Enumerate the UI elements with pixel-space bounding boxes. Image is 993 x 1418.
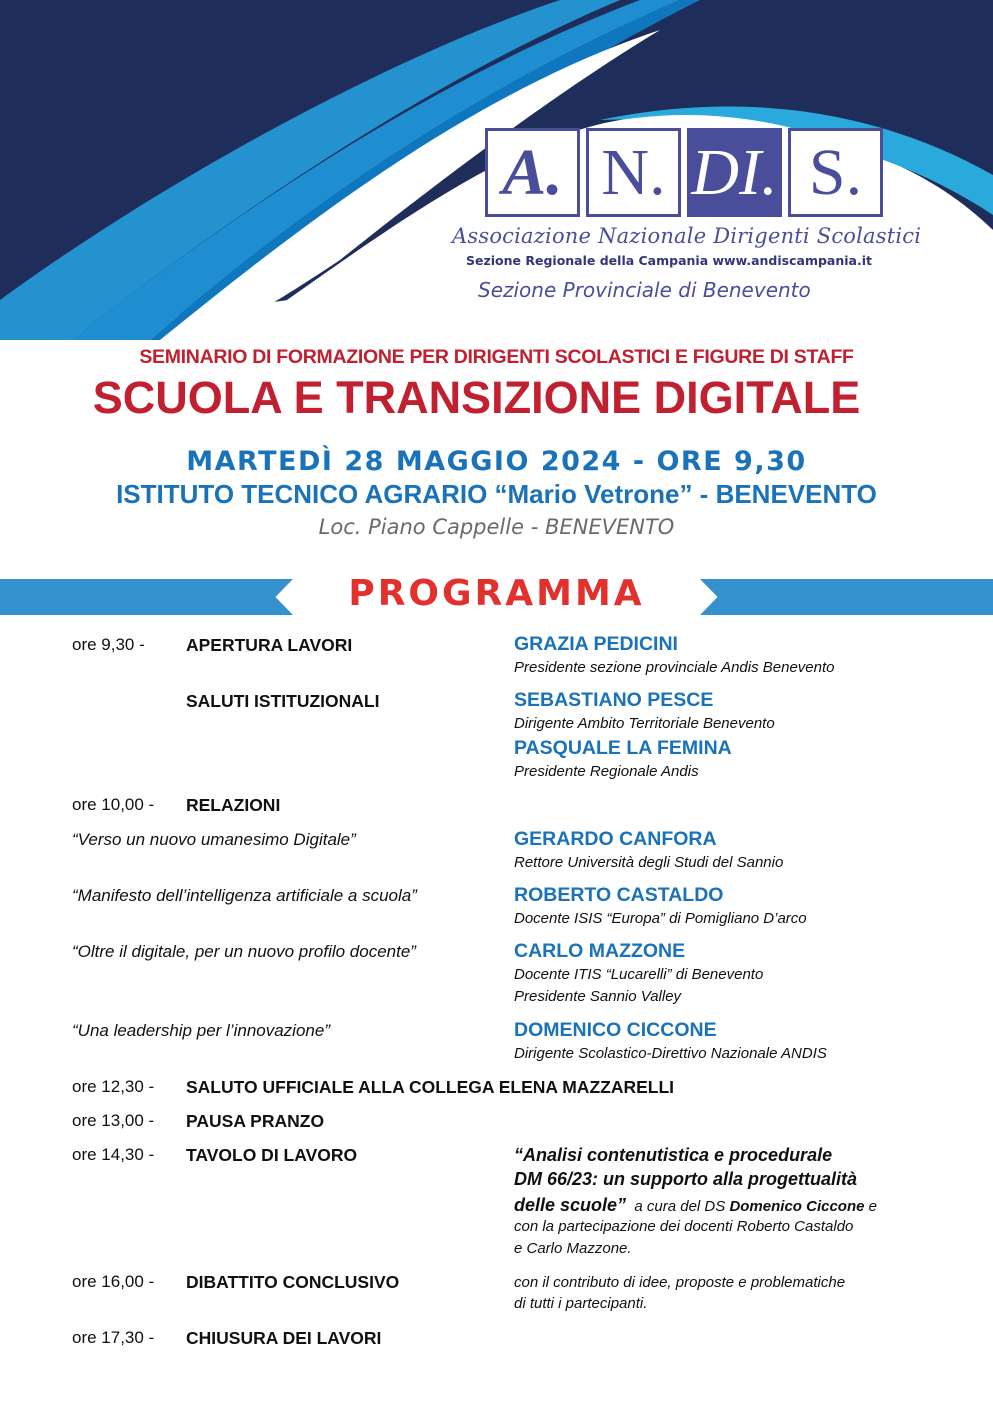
speaker-name: PASQUALE LA FEMINA bbox=[514, 737, 732, 759]
talk-title: “Oltre il digitale, per un nuovo profilo docente” bbox=[72, 942, 416, 961]
time-label: ore 12,30 - bbox=[72, 1077, 155, 1096]
speaker-name: SEBASTIANO PESCE bbox=[514, 689, 714, 711]
event-location: Loc. Piano Cappelle - BENEVENTO bbox=[318, 515, 675, 539]
speaker-role: Docente ISIS “Europa” di Pomigliano D’arco bbox=[514, 910, 807, 927]
workshop-title-line: delle scuole” bbox=[514, 1195, 627, 1215]
speaker-name: GRAZIA PEDICINI bbox=[514, 633, 678, 655]
workshop-title-line: DM 66/23: un supporto alla progettualità bbox=[514, 1169, 858, 1189]
workshop-extra-line: e Carlo Mazzone. bbox=[514, 1240, 632, 1257]
workshop-title-line: “Analisi contenutistica e procedurale bbox=[514, 1145, 833, 1165]
logo-association-name: Associazione Nazionale Dirigenti Scolastici bbox=[452, 224, 922, 248]
program-ribbon bbox=[0, 573, 993, 615]
event-venue: ISTITUTO TECNICO AGRARIO “Mario Vetrone” - BENEVENTO bbox=[116, 479, 877, 509]
logo-letter-a: A. bbox=[485, 128, 580, 217]
talk-title: “Manifesto dell’intelligenza artificiale a scuola” bbox=[72, 886, 417, 905]
logo-letter-di: DI. bbox=[687, 128, 782, 217]
speaker-role: Presidente Regionale Andis bbox=[514, 763, 699, 780]
speaker-name: DOMENICO CICCONE bbox=[514, 1019, 717, 1041]
activity-label: SALUTO UFFICIALE ALLA COLLEGA ELENA MAZZARELLI bbox=[186, 1077, 675, 1097]
speaker-role: Docente ITIS “Lucarelli” di Benevento bbox=[514, 966, 764, 983]
talk-title: “Una leadership per l’innovazione” bbox=[72, 1021, 330, 1040]
workshop-extra-line: con la partecipazione dei docenti Roberto Castaldo bbox=[514, 1218, 854, 1235]
speaker-name: ROBERTO CASTALDO bbox=[514, 884, 724, 906]
curated-suffix: e bbox=[864, 1198, 877, 1215]
time-label: ore 16,00 - bbox=[72, 1272, 155, 1291]
activity-label: APERTURA LAVORI bbox=[186, 635, 353, 655]
activity-label: DIBATTITO CONCLUSIVO bbox=[186, 1272, 400, 1292]
debate-desc-line: di tutti i partecipanti. bbox=[514, 1295, 648, 1312]
debate-desc-line: con il contributo di idee, proposte e problematiche bbox=[514, 1274, 846, 1291]
logo-letter-s: S. bbox=[788, 128, 883, 217]
talk-title: “Verso un nuovo umanesimo Digitale” bbox=[72, 830, 356, 849]
activity-label: SALUTI ISTITUZIONALI bbox=[186, 691, 380, 711]
logo-letter-n: N. bbox=[586, 128, 681, 217]
activity-label: CHIUSURA DEI LAVORI bbox=[186, 1328, 382, 1348]
seminar-subtitle: SEMINARIO DI FORMAZIONE PER DIRIGENTI SCOLASTICI E FIGURE DI STAFF bbox=[139, 346, 854, 368]
speaker-name: CARLO MAZZONE bbox=[514, 940, 686, 962]
time-label: ore 9,30 - bbox=[72, 635, 145, 654]
workshop-curated-line bbox=[514, 1195, 877, 1216]
speaker-role: Presidente Sannio Valley bbox=[514, 988, 682, 1005]
provincial-section: Sezione Provinciale di Benevento bbox=[478, 278, 811, 302]
activity-label: PAUSA PRANZO bbox=[186, 1111, 325, 1131]
speaker-role: Presidente sezione provinciale Andis Benevento bbox=[514, 659, 835, 676]
speaker-role: Dirigente Scolastico-Direttivo Nazionale ANDIS bbox=[514, 1045, 827, 1062]
event-date: MARTEDÌ 28 MAGGIO 2024 - ORE 9,30 bbox=[186, 446, 807, 477]
speaker-role: Rettore Università degli Studi del Sannio bbox=[514, 854, 784, 871]
curated-prefix: a cura del DS bbox=[634, 1198, 730, 1215]
event-title: SCUOLA E TRANSIZIONE DIGITALE bbox=[92, 372, 861, 423]
speaker-role: Dirigente Ambito Territoriale Benevento bbox=[514, 715, 775, 732]
logo-region-line: Sezione Regionale della Campania www.andiscampania.it bbox=[466, 253, 872, 268]
curator-name: Domenico Ciccone bbox=[729, 1198, 865, 1215]
speaker-name: GERARDO CANFORA bbox=[514, 828, 717, 850]
time-label: ore 17,30 - bbox=[72, 1328, 155, 1347]
program-heading: PROGRAMMA bbox=[348, 573, 645, 614]
time-label: ore 14,30 - bbox=[72, 1145, 155, 1164]
activity-label: RELAZIONI bbox=[186, 795, 281, 815]
andis-logo bbox=[485, 128, 905, 217]
activity-label: TAVOLO DI LAVORO bbox=[186, 1145, 358, 1165]
time-label: ore 13,00 - bbox=[72, 1111, 155, 1130]
time-label: ore 10,00 - bbox=[72, 795, 155, 814]
